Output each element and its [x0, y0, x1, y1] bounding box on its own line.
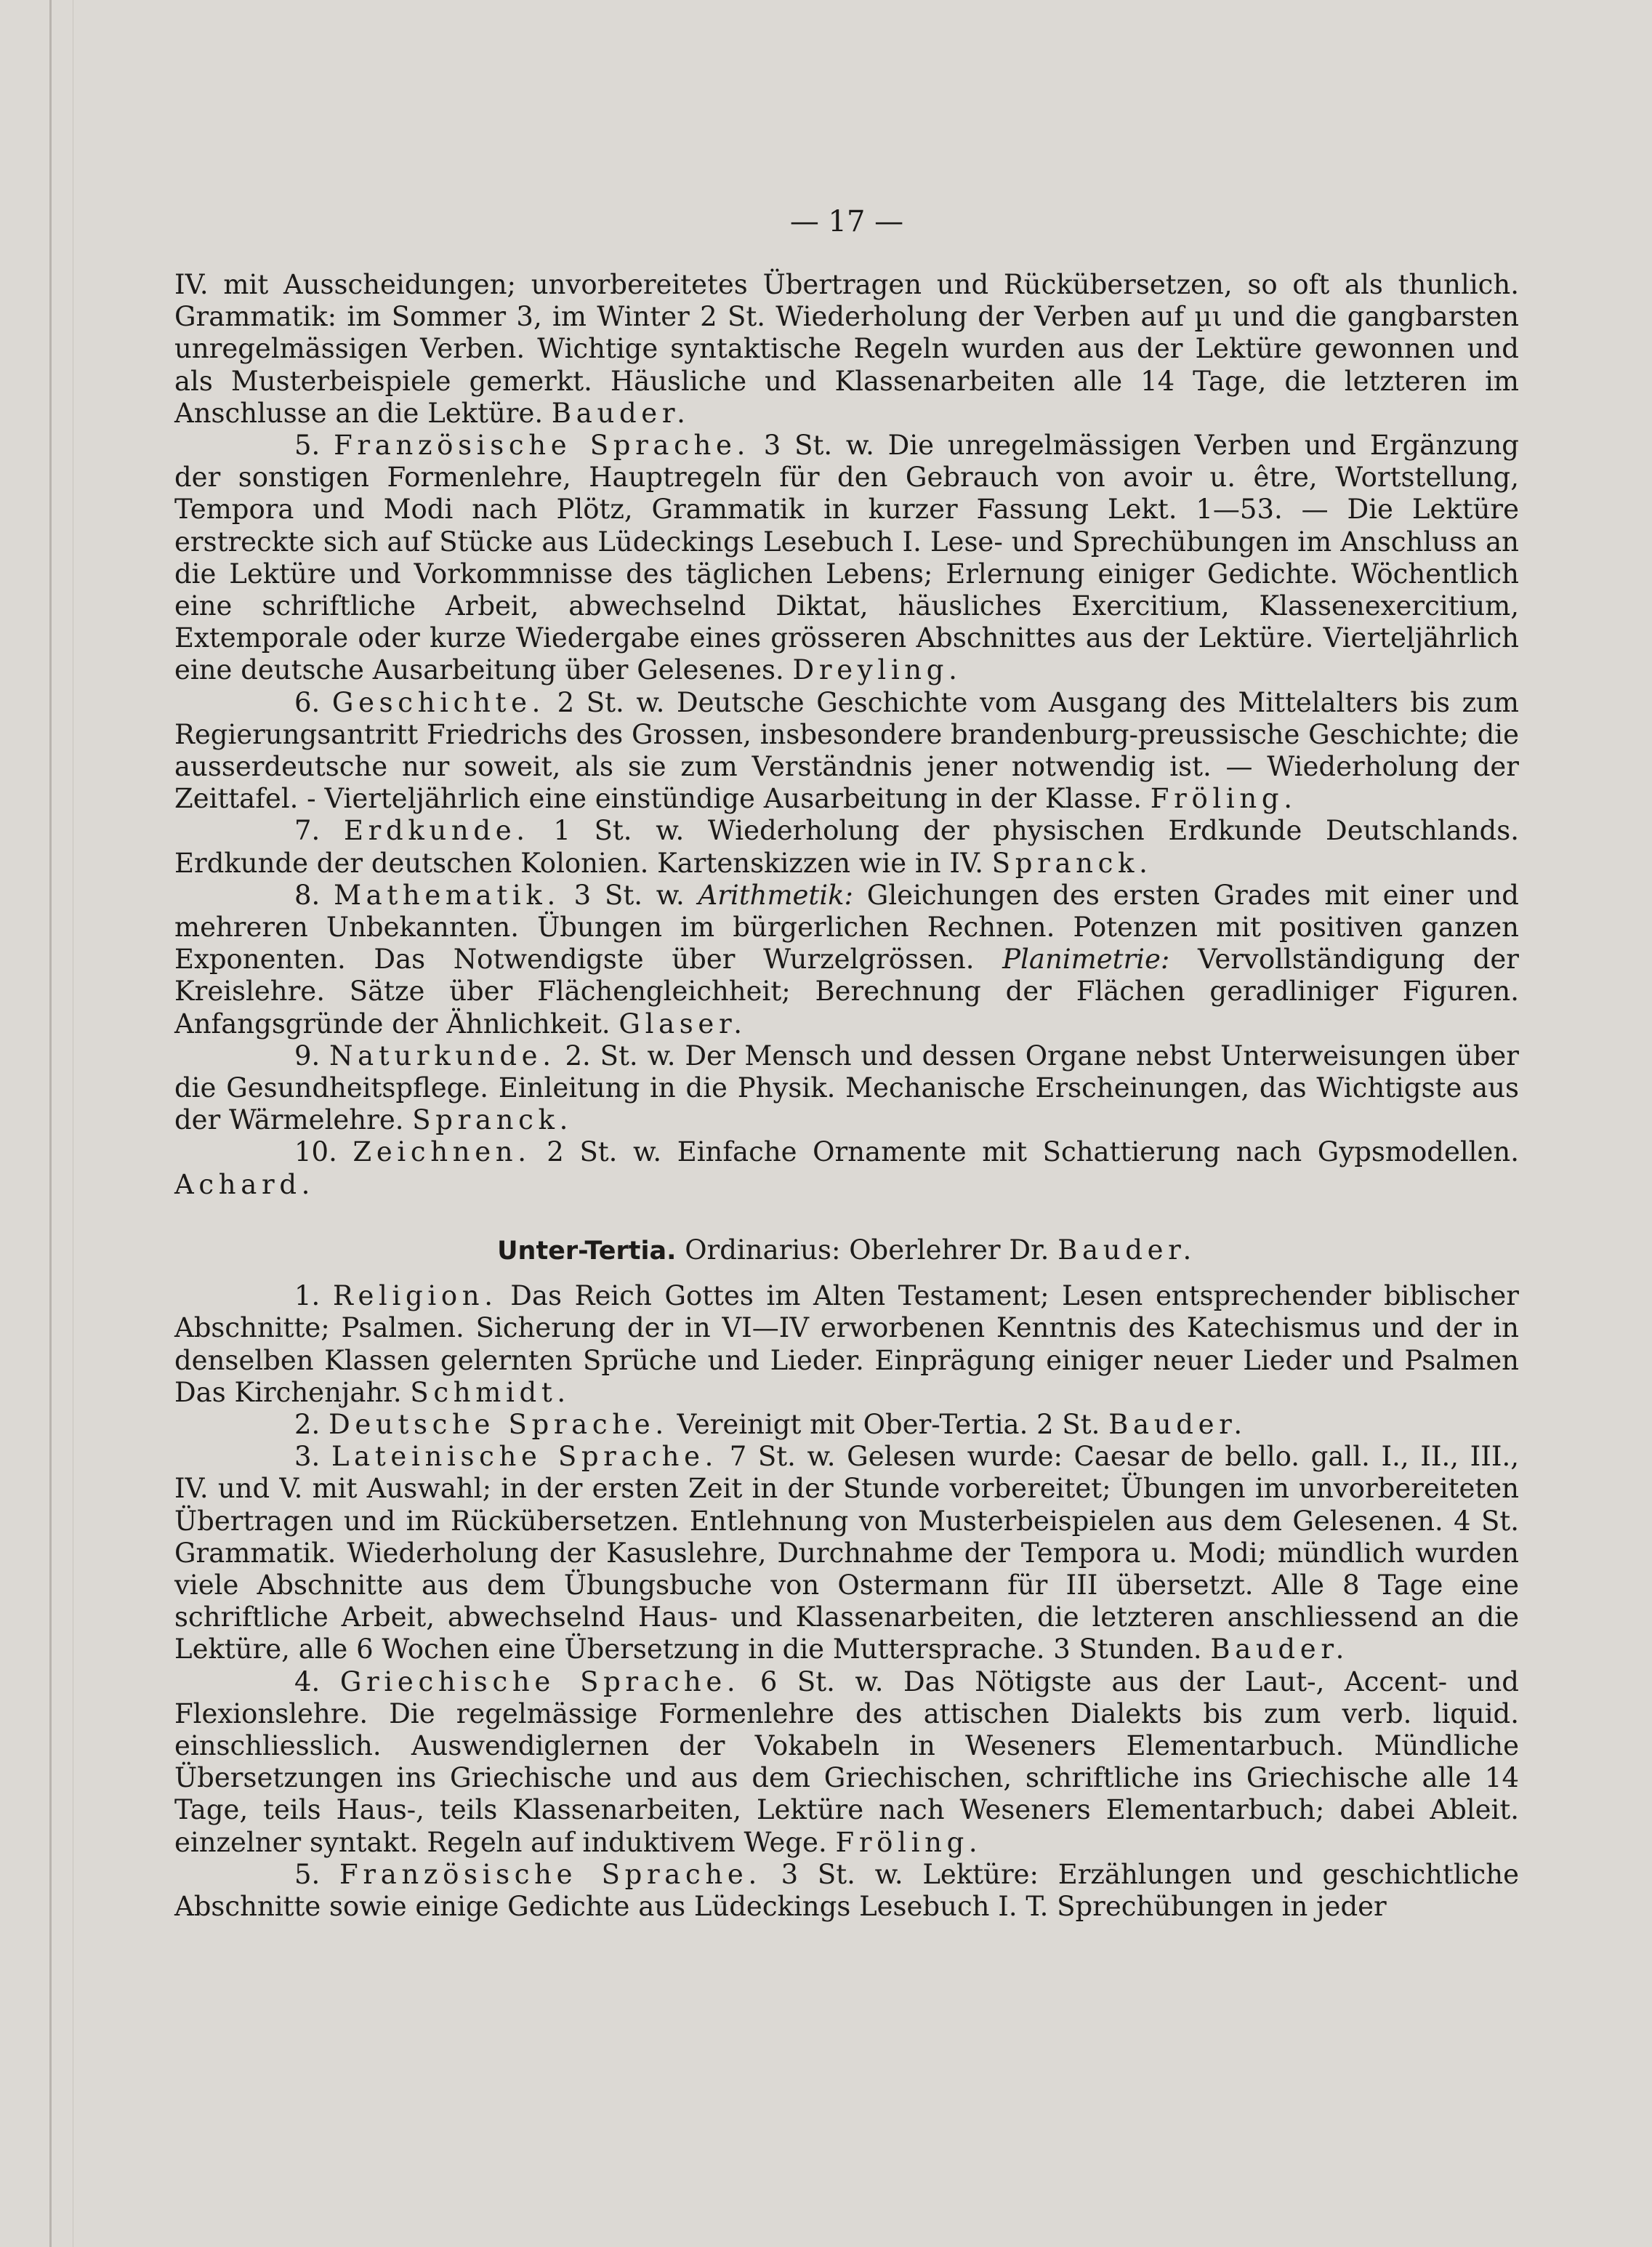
text-column	[174, 204, 1519, 1923]
section-heading	[174, 1234, 1519, 1267]
paragraph: 10. Zeichnen. 2 St. w. Einfache Ornamente mit Schattierung nach Gypsmodellen. Achard.	[174, 1136, 1519, 1200]
teacher-name: Glaser.	[619, 1008, 747, 1040]
subject-title: Griechische Sprache.	[339, 1665, 741, 1697]
ordinarius-label: Ordinarius: Oberlehrer Dr.	[676, 1234, 1058, 1266]
paragraph: 2. Deutsche Sprache. Vereinigt mit Ober-Tertia. 2 St. Bauder.	[294, 1408, 1247, 1440]
paragraph: 4. Griechische Sprache. 6 St. w. Das Nötigste aus der Laut-, Accent- und Flexionslehre. Die regelmässige Formenlehre des attischen Dialekts bis zum verb. liquid. einschliesslich. Auswendiglernen der Vokabeln in Weseners Elementarbuch. Mündliche Übersetzungen ins Griechische und aus dem Griechischen, schriftliche ins Griechische alle 14 Tage, teils Haus-, teils Klassenarbeiten, Lektüre nach Weseners Elementarbuch; dabei Ableit. einzelner syntakt. Regeln auf induktivem Wege. Fröling.	[174, 1665, 1519, 1858]
paragraph: 6. Geschichte. 2 St. w. Deutsche Geschichte vom Ausgang des Mittelalters bis zum Regierungsantritt Friedrichs des Grossen, insbesondere brandenburg-preussische Geschichte; die ausserdeutsche nur soweit, als sie zum Verständnis jener notwendig ist. — Wiederholung der Zeittafel. - Vierteljährlich eine einstündige Ausarbeitung in der Klasse. Fröling.	[174, 686, 1519, 815]
page-number: — 17 —	[789, 205, 904, 238]
subtopic-title: Planimetrie:	[1002, 944, 1170, 976]
subject-title: Mathematik.	[334, 879, 560, 911]
paragraph: IV. mit Ausscheidungen; unvorbereitetes Übertragen und Rückübersetzen, so oft als thunlich. Grammatik: im Sommer 3, im Winter 2 St. Wiederholung der Verben auf µι und die gangbarsten unregelmässigen Verben. Wichtige syntaktische Regeln wurden aus der Lektüre gewonnen und als Musterbeispiele gemerkt. Häusliche und Klassenarbeiten alle 14 Tage, die letzteren im Anschlusse an die Lektüre. Bauder.	[174, 269, 1519, 429]
paragraph: 5. Französische Sprache. 3 St. w. Lektüre: Erzählungen und geschichtliche Abschnitte sowie einige Gedichte aus Lüdeckings Lesebuch I. T. Sprechübungen in jeder	[174, 1858, 1519, 1922]
teacher-name: Spranck.	[412, 1104, 573, 1136]
paragraph: 8. Mathematik. 3 St. w. Arithmetik: Gleichungen des ersten Grades mit einer und mehreren Unbekannten. Übungen im bürgerlichen Rechnen. Potenzen mit positiven ganzen Exponenten. Das Notwendigste über Wurzelgrössen. Planimetrie: Vervollständigung der Kreislehre. Sätze über Flächengleichheit; Berechnung der Flächen geradliniger Figuren. Anfangsgründe der Ähnlichkeit. Glaser.	[174, 879, 1519, 1040]
subject-title: Lateinische Sprache.	[331, 1441, 719, 1473]
teacher-name: Bauder.	[1108, 1408, 1247, 1440]
teacher-name: Achard.	[174, 1168, 315, 1200]
paragraph: 1. Religion. Das Reich Gottes im Alten Testament; Lesen entsprechender biblischer Abschnitte; Psalmen. Sicherung der in VI—IV erworbenen Kenntnis des Katechismus und der in denselben Klassen gelernten Sprüche und Lieder. Einprägung einiger neuer Lieder und Psalmen Das Kirchenjahr. Schmidt.	[174, 1280, 1519, 1408]
teacher-name: Schmidt.	[410, 1376, 571, 1408]
subtopic-title: Arithmetik:	[698, 879, 854, 911]
subject-title: Religion.	[332, 1280, 498, 1312]
teacher-name: Bauder.	[1210, 1633, 1350, 1665]
subject-title: Erdkunde.	[343, 815, 530, 847]
subject-title: Zeichnen.	[352, 1136, 531, 1168]
subject-title: Deutsche Sprache.	[329, 1408, 669, 1440]
paragraph: 9. Naturkunde. 2. St. w. Der Mensch und dessen Organe nebst Unterweisungen über die Gesundheitspflege. Einleitung in die Physik. Mechanische Erscheinungen, das Wichtigste aus der Wärmelehre. Spranck.	[174, 1040, 1519, 1136]
subject-title: Französische Sprache.	[339, 1858, 762, 1890]
subject-title: Naturkunde.	[329, 1040, 556, 1072]
page-fold-shadow	[49, 0, 52, 2247]
teacher-name: Spranck.	[991, 847, 1153, 879]
teacher-name: Fröling.	[835, 1826, 983, 1858]
teacher-name: Fröling.	[1150, 783, 1297, 815]
subject-title: Französische Sprache.	[334, 430, 750, 462]
class-title: Unter-Tertia.	[497, 1236, 677, 1266]
paragraph: 3. Lateinische Sprache. 7 St. w. Gelesen wurde: Caesar de bello. gall. I., II., III., IV. und V. mit Auswahl; in der ersten Zeit in der Stunde vorbereitet; Übungen im unvorbereiteten Übertragen und im Rückübersetzen. Entlehnung von Musterbeispielen aus dem Gelesenen. 4 St. Grammatik. Wiederholung der Kasuslehre, Durchnahme der Tempora u. Modi; mündlich wurden viele Abschnitte aus dem Übungsbuche von Ostermann für III übersetzt. Alle 8 Tage eine schriftliche Arbeit, abwechselnd Haus- und Klassenarbeiten, die letzteren anschliessend an die Lektüre, alle 6 Wochen eine Übersetzung in die Muttersprache. 3 Stunden. Bauder.	[174, 1441, 1519, 1665]
paragraph: 7. Erdkunde. 1 St. w. Wiederholung der physischen Erdkunde Deutschlands. Erdkunde der deutschen Kolonien. Kartenskizzen wie in IV. Spranck.	[174, 815, 1519, 879]
subject-title: Geschichte.	[331, 686, 546, 718]
ordinarius-name: Bauder.	[1057, 1234, 1196, 1266]
teacher-name: Dreyling.	[792, 654, 962, 686]
paragraph: 5. Französische Sprache. 3 St. w. Die unregelmässigen Verben und Ergänzung der sonstigen Formenlehre, Hauptregeln für den Gebrauch von avoir u. être, Wortstellung, Tempora und Modi nach Plötz, Grammatik in kurzer Fassung Lekt. 1—53. — Die Lektüre erstreckte sich auf Stücke aus Lüdeckings Lesebuch I. Lese- und Sprechübungen im Anschluss an die Lektüre und Vorkommnisse des täglichen Lebens; Erlernung einiger Gedichte. Wöchentlich eine schriftliche Arbeit, abwechselnd Diktat, häusliches Exercitium, Klassenexercitium, Extemporale oder kurze Wiedergabe eines grösseren Abschnittes aus der Lektüre. Vierteljährlich eine deutsche Ausarbeitung über Gelesenes. Dreyling.	[174, 430, 1519, 686]
teacher-name: Bauder.	[551, 397, 690, 429]
